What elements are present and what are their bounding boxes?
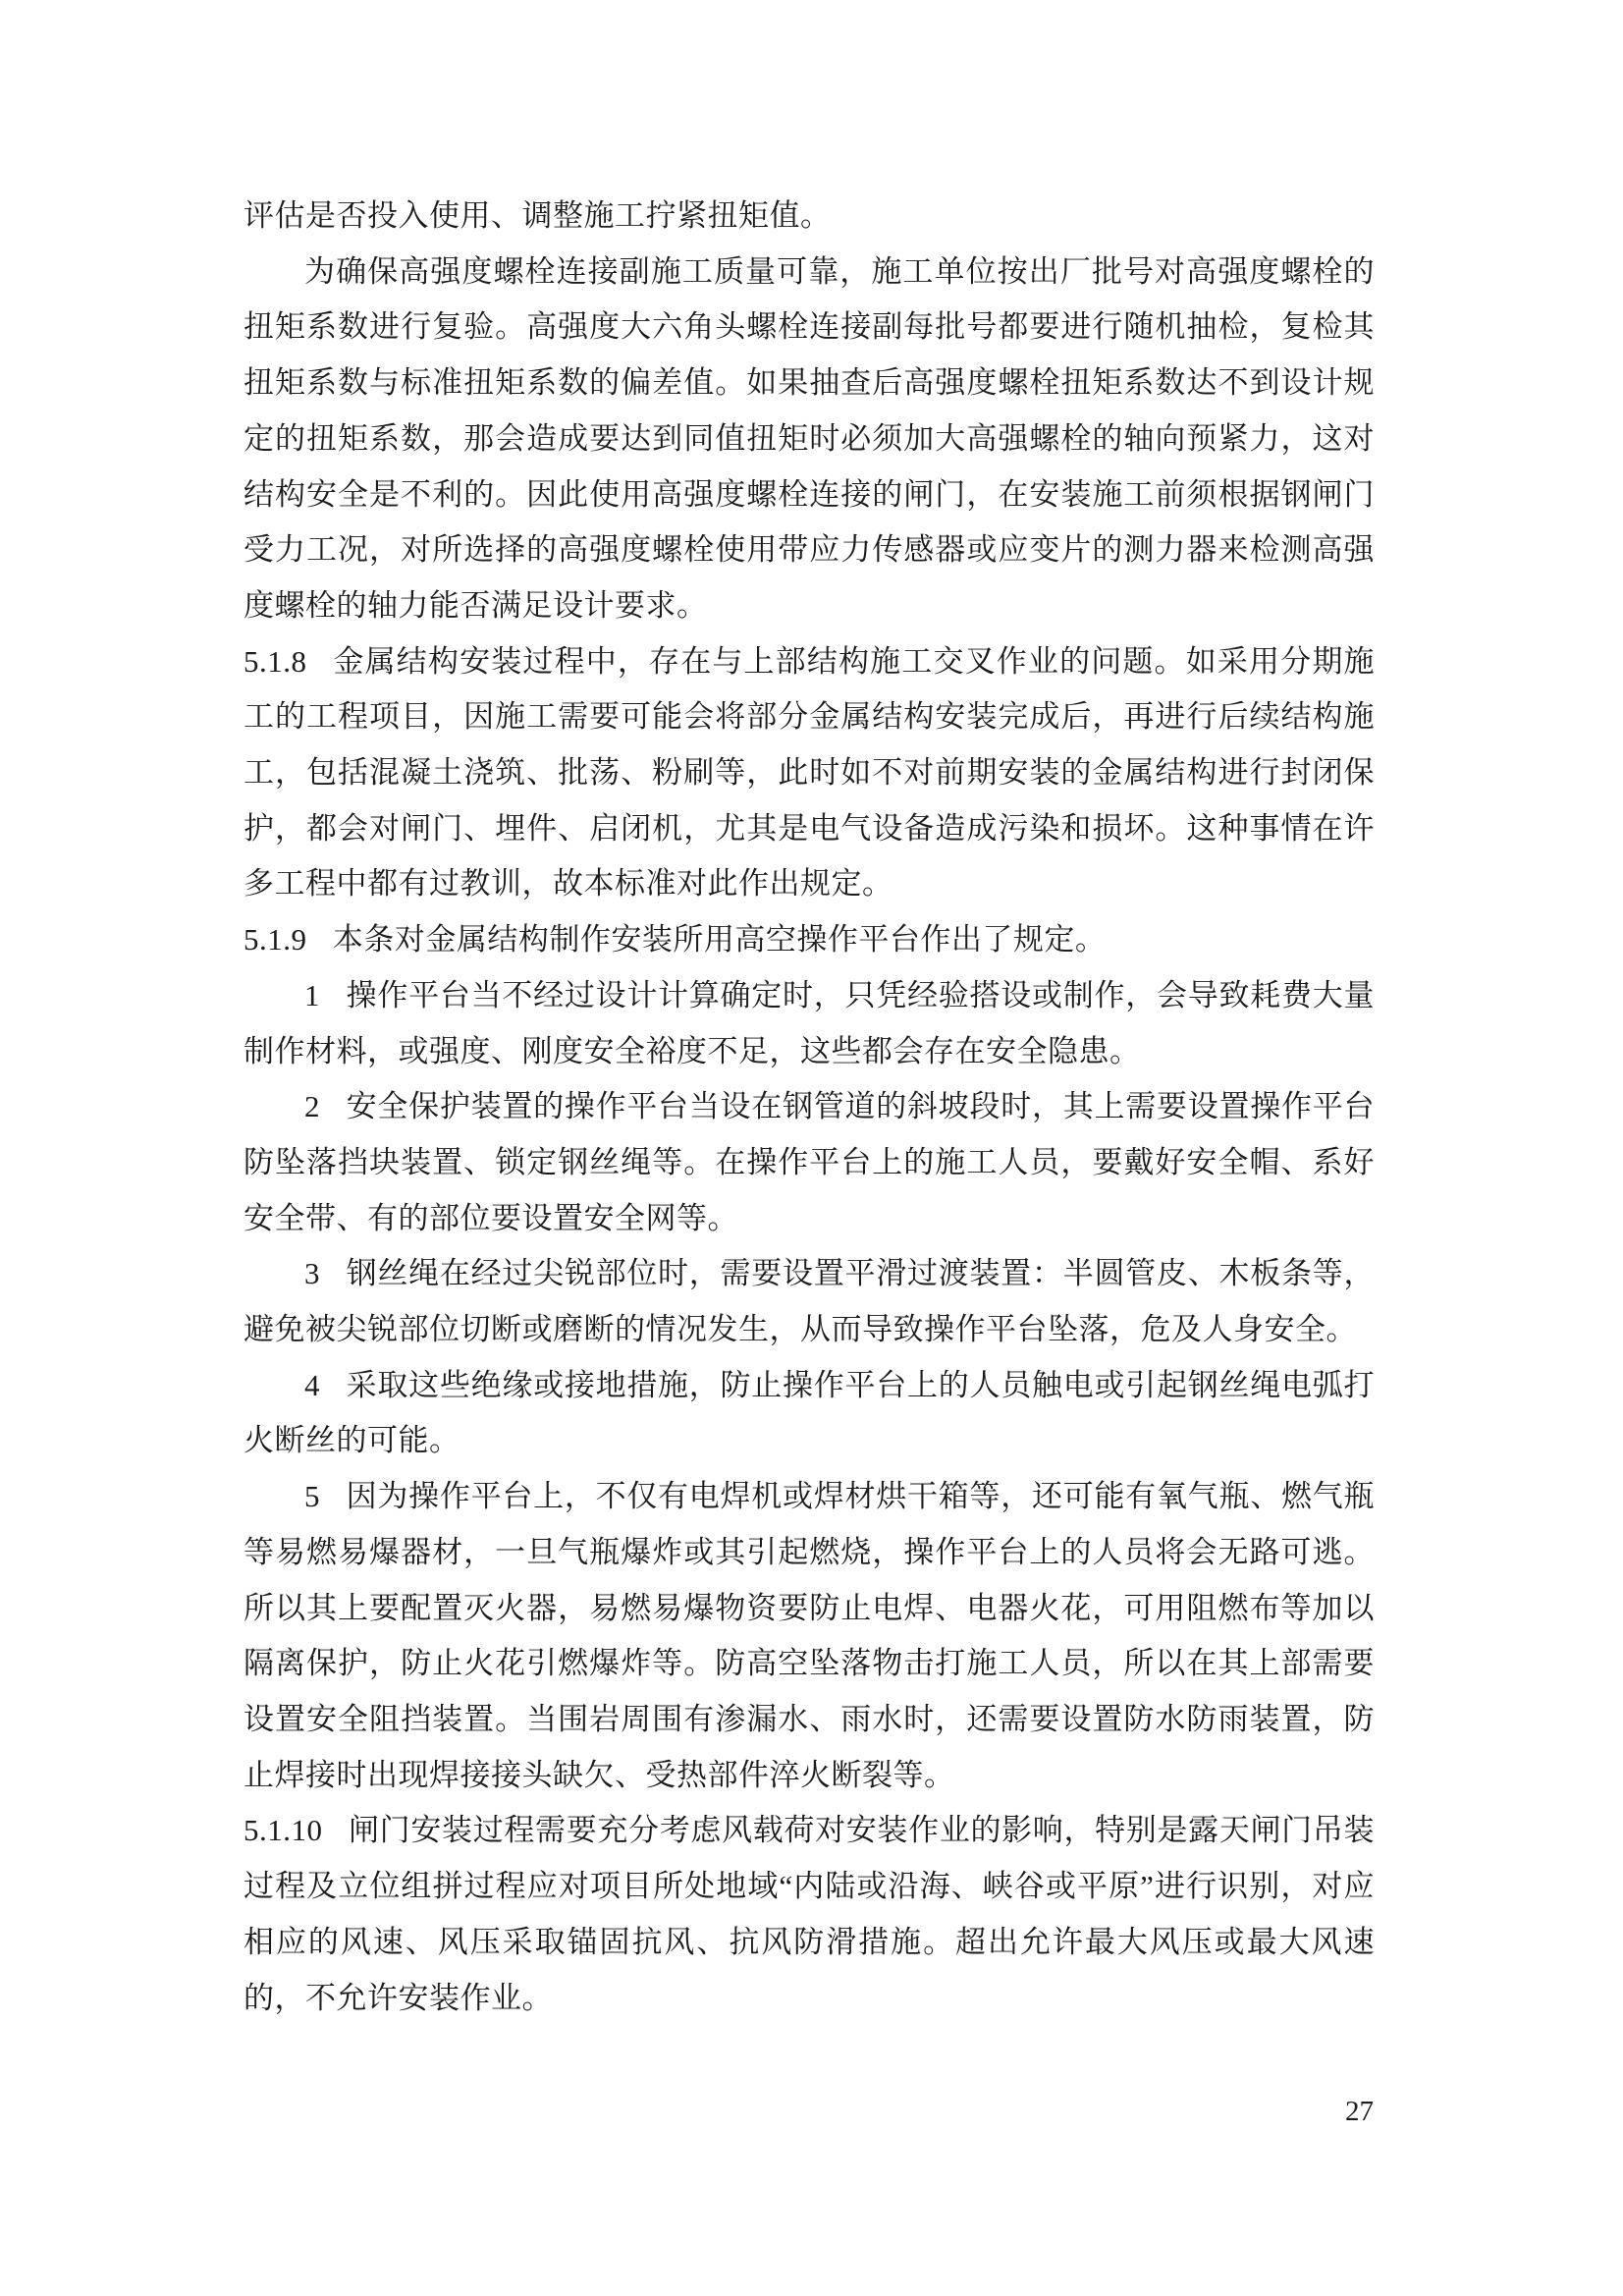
page-number: 27 (1345, 2096, 1374, 2127)
clause-5-1-9 (243, 912, 1375, 968)
clause-5-1-10-number: 5.1.10 (243, 1813, 323, 1848)
list-item-4-text: 采取这些绝缘或接地措施，防止操作平台上的人员触电或引起钢丝绳电弧打火断丝的可能。 (243, 1367, 1375, 1458)
paragraph-bolt-torque-check: 为确保高强度螺栓连接副施工质量可靠，施工单位按出厂批号对高强度螺栓的扭矩系数进行复验。高强度大六角头螺栓连接副每批号都要进行随机抽检，复检其扭矩系数与标准扭矩系数的偏差值。如果抽查后高强度螺栓扭矩系数达不到设计规定的扭矩系数，那会造成要达到同值扭矩时必须加大高强螺栓的轴向预紧力，这对结构安全是不利的。因此使用高强度螺栓连接的闸门，在安装施工前须根据钢闸门受力工况，对所选择的高强度螺栓使用带应力传感器或应变片的测力器来检测高强度螺栓的轴力能否满足设计要求。 (243, 253, 1375, 623)
clause-5-1-8-text: 金属结构安装过程中，存在与上部结构施工交叉作业的问题。如采用分期施工的工程项目，因施工需要可能会将部分金属结构安装完成后，再进行后续结构施工，包括混凝土浇筑、批荡、粉刷等，此时如不对前期安装的金属结构进行封闭保护，都会对闸门、埋件、启闭机，尤其是电气设备造成污染和损坏。这种事情在许多工程中都有过教训，故本标准对此作出规定。 (243, 643, 1375, 902)
list-item-3-number: 3 (304, 1256, 320, 1291)
clause-5-1-9-text: 本条对金属结构制作安装所用高空操作平台作出了规定。 (332, 922, 1107, 957)
list-item-5-text: 因为操作平台上，不仅有电焊机或焊材烘干箱等，还可能有氧气瓶、燃气瓶等易燃易爆器材，一旦气瓶爆炸或其引起燃烧，操作平台上的人员将会无路可逃。所以其上要配置灭火器，易燃易爆物资要防止电焊、电器火花，可用阻燃布等加以隔离保护，防止火花引燃爆炸等。防高空坠落物击打施工人员，所以在其上部需要设置安全阻挡装置。当围岩周围有渗漏水、雨水时，还需要设置防水防雨装置，防止焊接时出现焊接接头缺欠、受热部件淬火断裂等。 (243, 1479, 1375, 1792)
list-item-1-number: 1 (304, 977, 320, 1012)
list-item-1 (243, 968, 1375, 1079)
paragraph-continuation: 评估是否投入使用、调整施工拧紧扭矩值。 (243, 198, 832, 233)
clause-5-1-8 (243, 634, 1375, 913)
list-item-2 (243, 1079, 1375, 1246)
clause-5-1-8-number: 5.1.8 (243, 643, 307, 679)
clause-5-1-10 (243, 1803, 1375, 2026)
list-item-3 (243, 1246, 1375, 1357)
clause-5-1-10-text: 闸门安装过程需要充分考虑风载荷对安装作业的影响，特别是露天闸门吊装过程及立位组拼过程应对项目所处地域“内陆或沿海、峡谷或平原”进行识别，对应相应的风速、风压采取锚固抗风、抗风防滑措施。超出允许最大风压或最大风速的，不允许安装作业。 (243, 1813, 1375, 2015)
page-body (243, 189, 1375, 2026)
clause-5-1-9-number: 5.1.9 (243, 922, 307, 957)
list-item-4 (243, 1358, 1375, 1469)
list-item-1-text: 操作平台当不经过设计计算确定时，只凭经验搭设或制作，会导致耗费大量制作材料，或强度、刚度安全裕度不足，这些都会存在安全隐患。 (243, 977, 1375, 1068)
list-item-4-number: 4 (304, 1367, 320, 1402)
list-item-5 (243, 1469, 1375, 1803)
list-item-5-number: 5 (304, 1479, 320, 1514)
list-item-3-text: 钢丝绳在经过尖锐部位时，需要设置平滑过渡装置：半圆管皮、木板条等，避免被尖锐部位切断或磨断的情况发生，从而导致操作平台坠落，危及人身安全。 (243, 1256, 1375, 1347)
list-item-2-number: 2 (304, 1089, 320, 1124)
list-item-2-text: 安全保护装置的操作平台当设在钢管道的斜坡段时，其上需要设置操作平台防坠落挡块装置、锁定钢丝绳等。在操作平台上的施工人员，要戴好安全帽、系好安全带、有的部位要设置安全网等。 (243, 1089, 1375, 1235)
